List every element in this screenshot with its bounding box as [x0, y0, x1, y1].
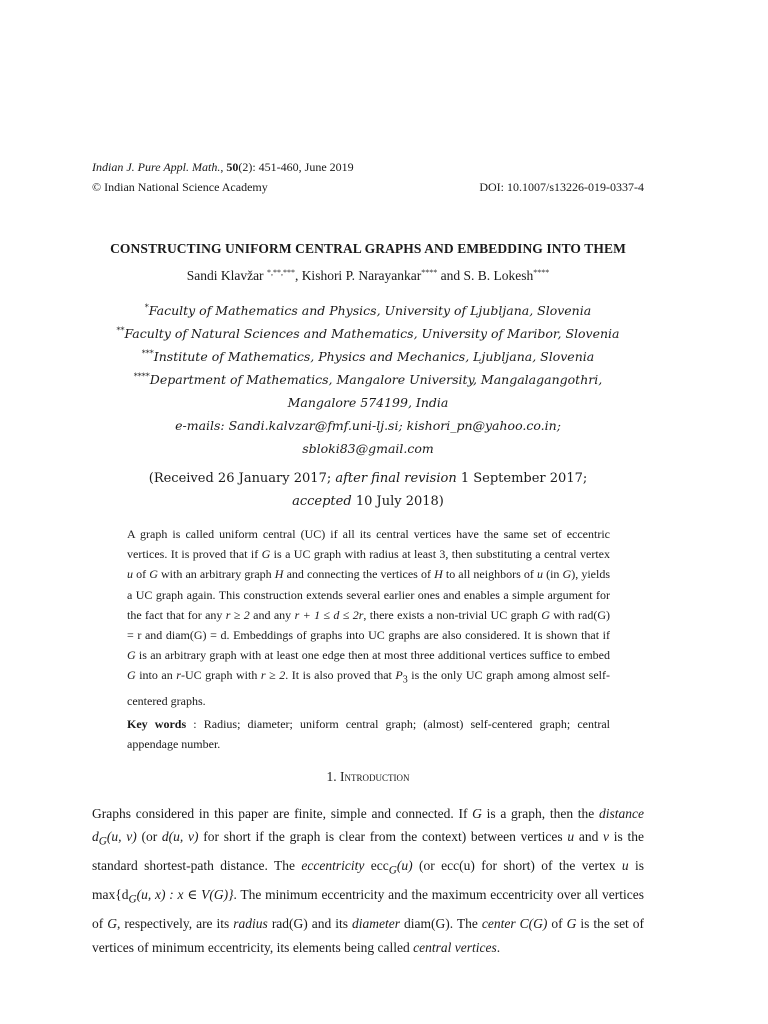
text-run: is: [628, 858, 644, 874]
accepted-text: 10 July 2018): [351, 494, 444, 509]
journal-name: Indian J. Pure Appl. Math.: [92, 160, 221, 174]
text-run: (u, x) : x ∈ V(G)}: [136, 887, 234, 903]
text-run: is the only UC graph among almost self-centered graphs.: [127, 668, 610, 709]
text-run: r + 1 ≤ d ≤ 2r: [294, 607, 364, 622]
text-run: G: [566, 916, 577, 932]
doi[interactable]: DOI: 10.1007/s13226-019-0337-4: [479, 180, 644, 194]
author-marks: *,**,***: [266, 268, 295, 277]
text-run: v: [603, 829, 610, 845]
email-links[interactable]: e-mails: Sandi.kalvzar@fmf.uni-lj.si; kishori_pn@yahoo.co.in;: [175, 418, 561, 433]
text-run: G: [541, 607, 550, 622]
email-line: [0, 418, 736, 433]
text-run: [389, 865, 397, 877]
section-name: Introduction: [340, 769, 410, 784]
text-run: Graphs considered in this paper are finite, simple and connected. If: [92, 806, 473, 821]
affiliation-address: [0, 395, 736, 410]
text-run: diameter: [352, 916, 401, 932]
affiliation-mark: ****: [133, 372, 150, 381]
text-run: . It is also proved that: [285, 668, 396, 683]
text-run: center: [481, 916, 516, 932]
affiliation: [0, 303, 736, 318]
text-run: to all neighbors of: [442, 567, 537, 582]
author-name: Sandi Klavžar: [186, 268, 267, 283]
affiliation-text: Institute of Mathematics, Physics and Mechanics, Ljubljana, Slovenia: [153, 349, 595, 364]
text-run: diam(G): [404, 916, 450, 932]
text-run: diam(G) = d: [165, 628, 227, 643]
text-run: u: [621, 858, 629, 874]
text-run: G: [149, 567, 158, 582]
copyright-line: [92, 180, 268, 195]
affiliation: [0, 326, 736, 341]
text-run: eccentricity: [301, 858, 365, 874]
text-run: G: [98, 835, 107, 848]
text-run: r: [176, 668, 181, 683]
text-run: radius: [233, 916, 268, 932]
author-name: and S. B. Lokesh: [437, 268, 534, 283]
text-run: rad(G) = r: [127, 607, 610, 643]
text-run: is an arbitrary graph with at least one edge then at most three additional vertices suffice to embed: [135, 648, 610, 663]
affiliation-text: Mangalore 574199, India: [287, 395, 449, 410]
journal-volume: 50: [226, 160, 239, 174]
affiliation-text: Department of Mathematics, Mangalore University, Mangalagangothri,: [149, 372, 603, 387]
abstract: [127, 524, 610, 711]
text-run: G: [128, 893, 137, 906]
keywords-text: : Radius; diameter; uniform central graph; (almost) self-centered graph; central appendage number.: [127, 717, 610, 752]
text-run: ecc: [370, 858, 389, 874]
text-run: .: [496, 939, 501, 955]
affiliation-text: Faculty of Mathematics and Physics, University of Ljubljana, Slovenia: [148, 303, 592, 318]
text-run: P: [395, 668, 403, 683]
text-run: central vertices: [413, 939, 497, 955]
text-run: , there exists a non-trivial UC graph: [363, 607, 542, 622]
text-run: G: [127, 668, 136, 683]
intro-paragraph: [92, 802, 644, 959]
author-name: , Kishori P. Narayankar: [294, 268, 422, 283]
text-run: (u, v): [106, 829, 137, 845]
text-run: u: [536, 567, 543, 582]
text-run: and its: [307, 916, 353, 932]
text-run: d(u, v): [161, 829, 199, 845]
accepted-date: [0, 494, 736, 509]
text-run: 3: [402, 674, 408, 686]
text-run: G: [107, 916, 117, 932]
text-run: and connecting the vertices of: [283, 567, 435, 582]
affiliation: [0, 372, 736, 387]
text-run: H: [434, 567, 443, 582]
text-run: (u): [396, 858, 413, 874]
text-run: C(G): [519, 916, 548, 932]
author-marks: ****: [421, 268, 438, 277]
text-run: u: [567, 829, 575, 845]
text-run: H: [274, 567, 284, 582]
keywords-label: Key words: [127, 717, 187, 731]
text-run: (in: [542, 567, 563, 582]
received-date: (Received 26 January 2017;: [148, 471, 336, 486]
text-run: rad(G): [271, 916, 308, 932]
author-list: [0, 268, 736, 284]
keywords: [127, 714, 610, 754]
affiliation-mark: *: [144, 303, 149, 312]
text-run: . The: [449, 916, 482, 932]
text-run: r ≥ 2: [225, 607, 250, 622]
affiliation-mark: ***: [141, 349, 154, 358]
affiliation-mark: **: [116, 326, 125, 335]
text-run: into an: [135, 668, 177, 683]
text-run: u: [127, 567, 133, 582]
text-run: . The minimum eccentricity and the maximum eccentricity over all vertices of: [92, 887, 644, 932]
section-heading: [0, 769, 736, 785]
revision-label: after final revision: [335, 471, 457, 486]
publisher: Indian National Science Academy: [104, 180, 268, 194]
copyright-icon: ©: [92, 180, 102, 194]
section-number: 1.: [326, 769, 340, 784]
text-run: and any: [249, 607, 295, 622]
text-run: G: [472, 806, 482, 821]
paper-title: CONSTRUCTING UNIFORM CENTRAL GRAPHS AND EMBEDDING INTO THEM: [110, 241, 626, 256]
text-run: with an arbitrary graph: [157, 567, 275, 582]
text-run: G: [127, 648, 136, 663]
journal-issue: (2): 451-460, June 2019: [238, 160, 354, 174]
text-run: for short) of the vertex: [474, 858, 622, 874]
text-run: d: [92, 829, 99, 845]
text-run: of: [547, 916, 567, 932]
revision-date: 1 September 2017;: [456, 471, 588, 486]
email-link[interactable]: sbloki83@gmail.com: [302, 441, 434, 456]
text-run: for short if the graph is clear from the context) between vertices: [198, 829, 568, 845]
text-run: is the standard shortest-path distance. The: [92, 829, 644, 874]
received-dates: [0, 471, 736, 486]
text-run: is the set of vertices of minimum eccentricity, its elements being called: [92, 916, 645, 955]
text-run: with: [549, 607, 579, 622]
text-run: r ≥ 2: [260, 668, 286, 683]
text-run: (or: [412, 858, 442, 874]
email-line: [0, 441, 736, 456]
text-run: distance: [599, 806, 644, 821]
text-run: is a UC graph with radius at least 3, then substituting a central vertex: [270, 547, 610, 562]
text-run: [128, 894, 136, 906]
text-run: (or: [136, 829, 162, 845]
text-run: and: [141, 628, 166, 643]
accepted-label: accepted: [292, 494, 352, 509]
text-run: is a graph, then the: [481, 806, 599, 821]
text-run: . Embeddings of graphs into UC graphs are also considered. It is shown that if: [226, 628, 611, 643]
text-run: of: [133, 567, 150, 582]
text-run: max{d: [92, 887, 129, 903]
text-run: and: [574, 829, 604, 845]
journal-citation: Indian J. Pure Appl. Math., 50(2): 451-460, June 2019: [92, 160, 354, 174]
text-run: ), yields a UC graph again. This construction extends several earlier ones and enables a simple argument for the fact that for any: [127, 567, 610, 622]
text-run: [99, 836, 107, 848]
author-marks: ****: [533, 268, 550, 277]
affiliation: [0, 349, 736, 364]
text-run: A graph is called uniform central (UC) if all its central vertices have the same set of eccentric vertices. It is proved that if: [127, 527, 610, 562]
text-run: G: [562, 567, 572, 582]
text-run: ecc(u): [441, 858, 475, 874]
text-run: -UC graph with: [180, 668, 261, 683]
affiliation-text: Faculty of Natural Sciences and Mathematics, University of Maribor, Slovenia: [124, 326, 620, 341]
text-run: G: [261, 547, 271, 562]
text-run: G: [388, 864, 397, 877]
text-run: , respectively, are its: [117, 916, 234, 932]
